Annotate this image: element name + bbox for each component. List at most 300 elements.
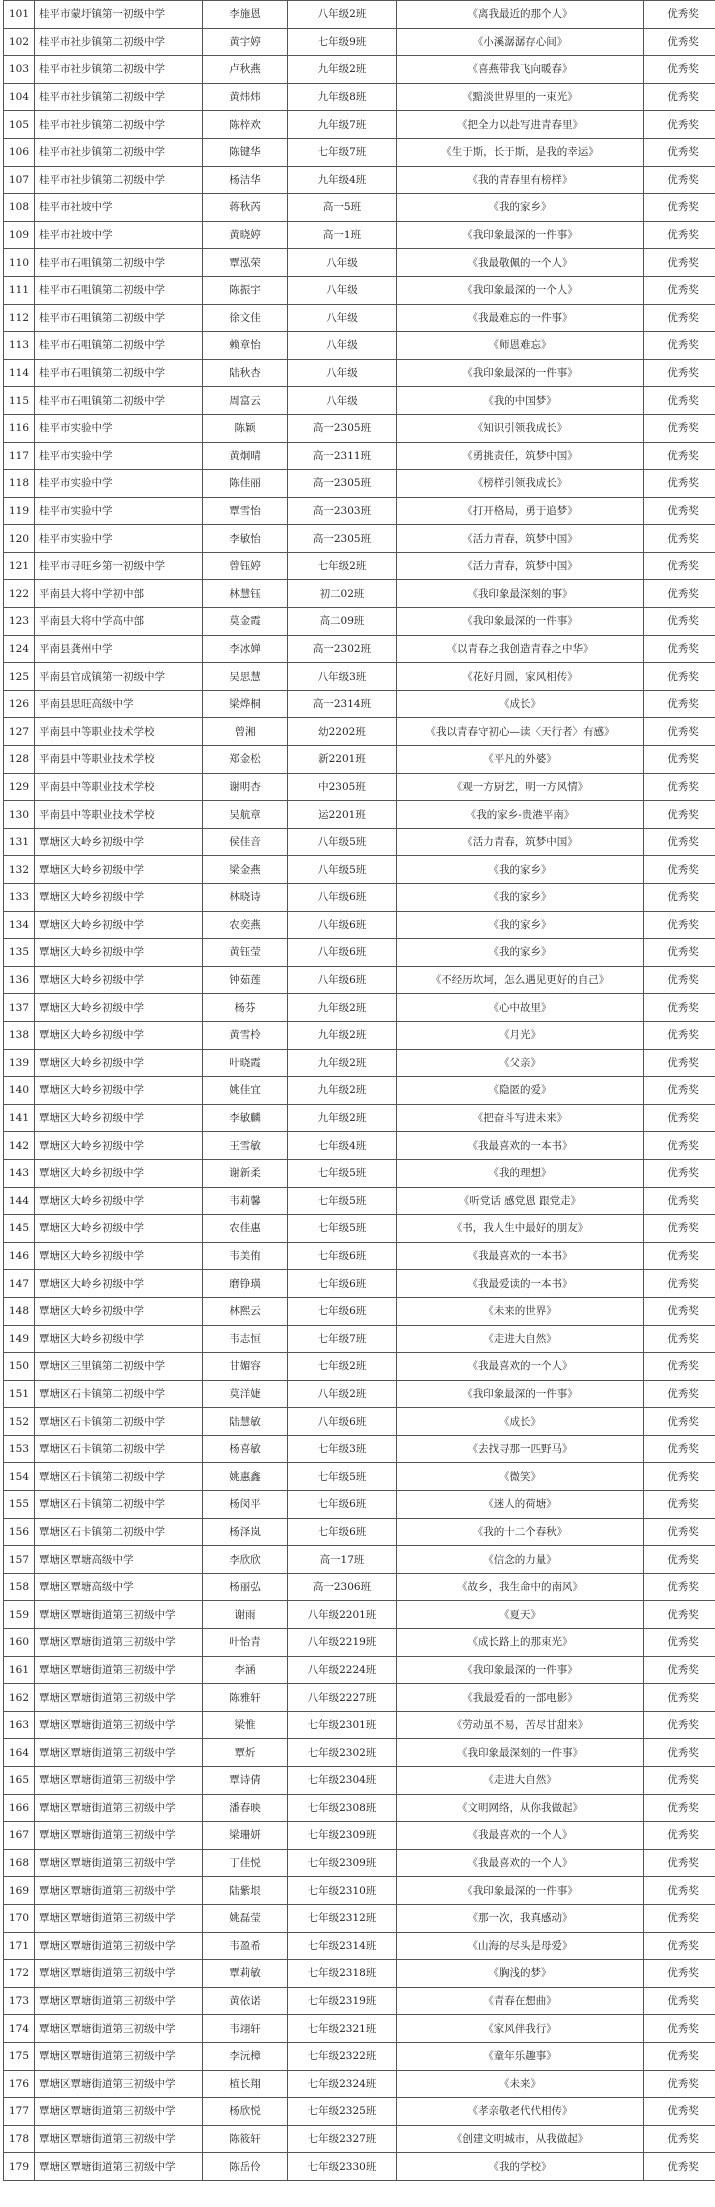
class-name-cell: 七年级2314班 [288, 1932, 397, 1960]
award-level-cell: 优秀奖 [644, 332, 715, 360]
student-name-cell: 谢明杏 [203, 773, 288, 801]
class-name-cell: 八年级2224班 [288, 1656, 397, 1684]
class-name-cell: 七年级2322班 [288, 2042, 397, 2070]
student-name-cell: 覃莉敏 [203, 1960, 288, 1988]
essay-title-cell: 《我最爱读的一本书》 [397, 1270, 644, 1298]
student-name-cell: 谢雨 [203, 1601, 288, 1629]
award-level-cell: 优秀奖 [644, 2125, 715, 2153]
student-name-cell: 姚磊莹 [203, 1904, 288, 1932]
school-name-cell: 覃塘区大岭乡初级中学 [35, 966, 203, 994]
class-name-cell: 八年级2227班 [288, 1684, 397, 1712]
class-name-cell: 七年级5班 [288, 1215, 397, 1243]
award-level-cell: 优秀奖 [644, 56, 715, 84]
school-name-cell: 桂平市实验中学 [35, 414, 203, 442]
essay-title-cell: 《未来》 [397, 2070, 644, 2098]
essay-title-cell: 《以青春之我创造青春之中华》 [397, 635, 644, 663]
table-row [4, 194, 715, 222]
award-level-cell: 优秀奖 [644, 1104, 715, 1132]
table-row [4, 1518, 715, 1546]
table-row [4, 2042, 715, 2070]
school-name-cell: 覃塘区覃塘高级中学 [35, 1573, 203, 1601]
class-name-cell: 八年级6班 [288, 884, 397, 912]
student-name-cell: 李敏怡 [203, 525, 288, 553]
school-name-cell: 覃塘区覃塘街道第三初级中学 [35, 1877, 203, 1905]
essay-title-cell: 《我的家乡-贵港平南》 [397, 801, 644, 829]
award-level-cell: 优秀奖 [644, 1822, 715, 1850]
school-name-cell: 覃塘区覃塘街道第三初级中学 [35, 1684, 203, 1712]
table-row [4, 1794, 715, 1822]
essay-title-cell: 《花好月圆，家风相传》 [397, 663, 644, 691]
essay-title-cell: 《信念的力量》 [397, 1546, 644, 1574]
award-level-cell: 优秀奖 [644, 828, 715, 856]
student-name-cell: 陈振宇 [203, 276, 288, 304]
student-name-cell: 林慧钰 [203, 580, 288, 608]
row-number-cell: 179 [4, 2153, 35, 2181]
school-name-cell: 覃塘区覃塘街道第三初级中学 [35, 1987, 203, 2015]
class-name-cell: 高一2311班 [288, 442, 397, 470]
school-name-cell: 覃塘区覃塘街道第三初级中学 [35, 2125, 203, 2153]
award-level-cell: 优秀奖 [644, 2015, 715, 2043]
student-name-cell: 李施恩 [203, 1, 288, 29]
student-name-cell: 徐文佳 [203, 304, 288, 332]
school-name-cell: 覃塘区覃塘街道第三初级中学 [35, 1739, 203, 1767]
class-name-cell: 七年级6班 [288, 1270, 397, 1298]
row-number-cell: 112 [4, 304, 35, 332]
row-number-cell: 116 [4, 414, 35, 442]
class-name-cell: 九年级4班 [288, 166, 397, 194]
row-number-cell: 159 [4, 1601, 35, 1629]
award-level-cell: 优秀奖 [644, 111, 715, 139]
award-level-cell: 优秀奖 [644, 801, 715, 829]
school-name-cell: 桂平市蒙圩镇第一初级中学 [35, 1, 203, 29]
table-row [4, 1077, 715, 1105]
school-name-cell: 覃塘区大岭乡初级中学 [35, 828, 203, 856]
class-name-cell: 八年级 [288, 387, 397, 415]
essay-title-cell: 《听党话 感党恩 跟党走》 [397, 1187, 644, 1215]
essay-title-cell: 《我印象最深刻的事》 [397, 580, 644, 608]
award-level-cell: 优秀奖 [644, 1987, 715, 2015]
table-row [4, 2098, 715, 2126]
school-name-cell: 覃塘区大岭乡初级中学 [35, 994, 203, 1022]
award-level-cell: 优秀奖 [644, 1960, 715, 1988]
row-number-cell: 104 [4, 83, 35, 111]
class-name-cell: 八年级2班 [288, 1380, 397, 1408]
table-row [4, 525, 715, 553]
school-name-cell: 桂平市社步镇第二初级中学 [35, 138, 203, 166]
row-number-cell: 111 [4, 276, 35, 304]
class-name-cell: 八年级 [288, 276, 397, 304]
school-name-cell: 覃塘区覃塘街道第三初级中学 [35, 2042, 203, 2070]
essay-title-cell: 《月光》 [397, 1021, 644, 1049]
award-level-cell: 优秀奖 [644, 1877, 715, 1905]
row-number-cell: 164 [4, 1739, 35, 1767]
class-name-cell: 高二09班 [288, 608, 397, 636]
table-row [4, 387, 715, 415]
class-name-cell: 高一2305班 [288, 414, 397, 442]
essay-title-cell: 《我最难忘的一件事》 [397, 304, 644, 332]
row-number-cell: 162 [4, 1684, 35, 1712]
student-name-cell: 甘媚容 [203, 1353, 288, 1381]
school-name-cell: 桂平市社步镇第二初级中学 [35, 56, 203, 84]
student-name-cell: 林熙云 [203, 1297, 288, 1325]
award-level-cell: 优秀奖 [644, 663, 715, 691]
class-name-cell: 高一5班 [288, 194, 397, 222]
school-name-cell: 平南县中等职业技术学校 [35, 773, 203, 801]
essay-title-cell: 《未来的世界》 [397, 1297, 644, 1325]
row-number-cell: 167 [4, 1822, 35, 1850]
row-number-cell: 158 [4, 1573, 35, 1601]
row-number-cell: 165 [4, 1767, 35, 1795]
class-name-cell: 八年级3班 [288, 663, 397, 691]
award-level-cell: 优秀奖 [644, 1656, 715, 1684]
class-name-cell: 八年级6班 [288, 966, 397, 994]
table-row [4, 1684, 715, 1712]
row-number-cell: 172 [4, 1960, 35, 1988]
student-name-cell: 陈键华 [203, 138, 288, 166]
student-name-cell: 梁惟 [203, 1711, 288, 1739]
student-name-cell: 陈梓欢 [203, 111, 288, 139]
school-name-cell: 覃塘区大岭乡初级中学 [35, 1077, 203, 1105]
class-name-cell: 八年级 [288, 304, 397, 332]
row-number-cell: 102 [4, 28, 35, 56]
table-row [4, 608, 715, 636]
row-number-cell: 128 [4, 746, 35, 774]
class-name-cell: 七年级2330班 [288, 2153, 397, 2181]
award-level-cell: 优秀奖 [644, 1159, 715, 1187]
award-level-cell: 优秀奖 [644, 552, 715, 580]
class-name-cell: 初二02班 [288, 580, 397, 608]
essay-title-cell: 《我印象最深的一件事》 [397, 608, 644, 636]
student-name-cell: 叶晓霞 [203, 1049, 288, 1077]
table-row [4, 304, 715, 332]
table-row [4, 414, 715, 442]
row-number-cell: 146 [4, 1242, 35, 1270]
row-number-cell: 170 [4, 1904, 35, 1932]
award-level-cell: 优秀奖 [644, 773, 715, 801]
school-name-cell: 平南县大将中学初中部 [35, 580, 203, 608]
student-name-cell: 梁金燕 [203, 856, 288, 884]
row-number-cell: 114 [4, 359, 35, 387]
class-name-cell: 八年级6班 [288, 1408, 397, 1436]
table-row [4, 552, 715, 580]
school-name-cell: 覃塘区覃塘街道第三初级中学 [35, 1656, 203, 1684]
student-name-cell: 李欣欣 [203, 1546, 288, 1574]
table-row [4, 994, 715, 1022]
class-name-cell: 七年级6班 [288, 1297, 397, 1325]
award-level-cell: 优秀奖 [644, 884, 715, 912]
essay-title-cell: 《走进大自然》 [397, 1325, 644, 1353]
school-name-cell: 覃塘区大岭乡初级中学 [35, 1104, 203, 1132]
essay-title-cell: 《把全力以赴写进青春里》 [397, 111, 644, 139]
school-name-cell: 桂平市社步镇第二初级中学 [35, 83, 203, 111]
essay-title-cell: 《去找寻那一匹野马》 [397, 1435, 644, 1463]
table-row [4, 138, 715, 166]
award-level-cell: 优秀奖 [644, 1325, 715, 1353]
table-row [4, 1960, 715, 1988]
school-name-cell: 桂平市寻旺乡第一初级中学 [35, 552, 203, 580]
award-level-cell: 优秀奖 [644, 1794, 715, 1822]
award-level-cell: 优秀奖 [644, 856, 715, 884]
class-name-cell: 七年级2309班 [288, 1849, 397, 1877]
award-level-cell: 优秀奖 [644, 1629, 715, 1657]
essay-title-cell: 《我的家乡》 [397, 194, 644, 222]
student-name-cell: 覃诗倩 [203, 1767, 288, 1795]
row-number-cell: 127 [4, 718, 35, 746]
essay-title-cell: 《我的青春里有榜样》 [397, 166, 644, 194]
school-name-cell: 覃塘区大岭乡初级中学 [35, 856, 203, 884]
essay-title-cell: 《书，我人生中最好的朋友》 [397, 1215, 644, 1243]
award-level-cell: 优秀奖 [644, 2070, 715, 2098]
table-row [4, 1629, 715, 1657]
class-name-cell: 高一2314班 [288, 690, 397, 718]
essay-title-cell: 《我的家乡》 [397, 884, 644, 912]
row-number-cell: 142 [4, 1132, 35, 1160]
class-name-cell: 九年级2班 [288, 56, 397, 84]
table-row [4, 884, 715, 912]
class-name-cell: 七年级6班 [288, 1518, 397, 1546]
school-name-cell: 覃塘区覃塘街道第三初级中学 [35, 1849, 203, 1877]
award-level-cell: 优秀奖 [644, 138, 715, 166]
class-name-cell: 八年级 [288, 249, 397, 277]
row-number-cell: 149 [4, 1325, 35, 1353]
award-level-cell: 优秀奖 [644, 1518, 715, 1546]
student-name-cell: 黄钰莹 [203, 939, 288, 967]
class-name-cell: 八年级5班 [288, 828, 397, 856]
award-level-cell: 优秀奖 [644, 194, 715, 222]
essay-title-cell: 《隐匿的爱》 [397, 1077, 644, 1105]
school-name-cell: 覃塘区大岭乡初级中学 [35, 1159, 203, 1187]
essay-title-cell: 《生于斯，长于斯，是我的幸运》 [397, 138, 644, 166]
award-level-cell: 优秀奖 [644, 414, 715, 442]
class-name-cell: 七年级6班 [288, 1491, 397, 1519]
award-level-cell: 优秀奖 [644, 1684, 715, 1712]
row-number-cell: 113 [4, 332, 35, 360]
table-row [4, 2015, 715, 2043]
award-level-cell: 优秀奖 [644, 1297, 715, 1325]
school-name-cell: 覃塘区覃塘街道第三初级中学 [35, 1822, 203, 1850]
student-name-cell: 杨丽弘 [203, 1573, 288, 1601]
essay-title-cell: 《我以青春守初心—读〈天行者〉有感》 [397, 718, 644, 746]
student-name-cell: 吴航章 [203, 801, 288, 829]
class-name-cell: 高一2305班 [288, 525, 397, 553]
row-number-cell: 101 [4, 1, 35, 29]
table-row [4, 1573, 715, 1601]
award-level-cell: 优秀奖 [644, 276, 715, 304]
row-number-cell: 125 [4, 663, 35, 691]
award-level-cell: 优秀奖 [644, 746, 715, 774]
class-name-cell: 七年级2301班 [288, 1711, 397, 1739]
class-name-cell: 七年级2309班 [288, 1822, 397, 1850]
award-level-cell: 优秀奖 [644, 966, 715, 994]
award-level-cell: 优秀奖 [644, 359, 715, 387]
awards-table-body [4, 1, 715, 2181]
row-number-cell: 130 [4, 801, 35, 829]
table-row [4, 1, 715, 29]
award-level-cell: 优秀奖 [644, 2042, 715, 2070]
table-row [4, 663, 715, 691]
table-row [4, 497, 715, 525]
school-name-cell: 覃塘区大岭乡初级中学 [35, 884, 203, 912]
class-name-cell: 八年级2班 [288, 1, 397, 29]
award-level-cell: 优秀奖 [644, 470, 715, 498]
essay-title-cell: 《我最喜欢的一个人》 [397, 1849, 644, 1877]
class-name-cell: 七年级7班 [288, 138, 397, 166]
student-name-cell: 覃雪怡 [203, 497, 288, 525]
table-row [4, 773, 715, 801]
award-level-cell: 优秀奖 [644, 1739, 715, 1767]
student-name-cell: 杨芬 [203, 994, 288, 1022]
row-number-cell: 109 [4, 221, 35, 249]
row-number-cell: 124 [4, 635, 35, 663]
award-level-cell: 优秀奖 [644, 1601, 715, 1629]
student-name-cell: 陆慧敏 [203, 1408, 288, 1436]
school-name-cell: 覃塘区大岭乡初级中学 [35, 1270, 203, 1298]
row-number-cell: 173 [4, 1987, 35, 2015]
school-name-cell: 桂平市石咀镇第二初级中学 [35, 387, 203, 415]
table-row [4, 1159, 715, 1187]
table-row [4, 276, 715, 304]
student-name-cell: 覃炘 [203, 1739, 288, 1767]
class-name-cell: 七年级2327班 [288, 2125, 397, 2153]
class-name-cell: 七年级5班 [288, 1463, 397, 1491]
row-number-cell: 105 [4, 111, 35, 139]
school-name-cell: 覃塘区大岭乡初级中学 [35, 1242, 203, 1270]
student-name-cell: 莫金霞 [203, 608, 288, 636]
student-name-cell: 磨铮璜 [203, 1270, 288, 1298]
row-number-cell: 163 [4, 1711, 35, 1739]
table-row [4, 1325, 715, 1353]
award-level-cell: 优秀奖 [644, 1242, 715, 1270]
table-row [4, 1463, 715, 1491]
school-name-cell: 桂平市石咀镇第二初级中学 [35, 304, 203, 332]
class-name-cell: 九年级8班 [288, 83, 397, 111]
award-level-cell: 优秀奖 [644, 1, 715, 29]
student-name-cell: 农佳惠 [203, 1215, 288, 1243]
essay-title-cell: 《我印象最深的一件事》 [397, 1380, 644, 1408]
student-name-cell: 李涵 [203, 1656, 288, 1684]
school-name-cell: 覃塘区三里镇第二初级中学 [35, 1353, 203, 1381]
class-name-cell: 八年级6班 [288, 911, 397, 939]
row-number-cell: 134 [4, 911, 35, 939]
essay-title-cell: 《黯淡世界里的一束光》 [397, 83, 644, 111]
award-level-cell: 优秀奖 [644, 635, 715, 663]
table-row [4, 1270, 715, 1298]
row-number-cell: 160 [4, 1629, 35, 1657]
student-name-cell: 韦盈希 [203, 1932, 288, 1960]
table-row [4, 828, 715, 856]
table-row [4, 939, 715, 967]
row-number-cell: 119 [4, 497, 35, 525]
essay-title-cell: 《师恩难忘》 [397, 332, 644, 360]
school-name-cell: 平南县中等职业技术学校 [35, 746, 203, 774]
essay-title-cell: 《劳动虽不易，苦尽甘甜来》 [397, 1711, 644, 1739]
class-name-cell: 八年级2201班 [288, 1601, 397, 1629]
row-number-cell: 154 [4, 1463, 35, 1491]
student-name-cell: 陈颖 [203, 414, 288, 442]
table-row [4, 1021, 715, 1049]
row-number-cell: 103 [4, 56, 35, 84]
school-name-cell: 覃塘区覃塘街道第三初级中学 [35, 1794, 203, 1822]
school-name-cell: 覃塘区覃塘街道第三初级中学 [35, 1629, 203, 1657]
school-name-cell: 覃塘区石卡镇第二初级中学 [35, 1491, 203, 1519]
student-name-cell: 钟茹莲 [203, 966, 288, 994]
student-name-cell: 姚佳宜 [203, 1077, 288, 1105]
table-row [4, 1380, 715, 1408]
essay-title-cell: 《我最喜欢的一个人》 [397, 1353, 644, 1381]
essay-title-cell: 《小溪潺潺存心间》 [397, 28, 644, 56]
student-name-cell: 潘春映 [203, 1794, 288, 1822]
row-number-cell: 108 [4, 194, 35, 222]
school-name-cell: 覃塘区大岭乡初级中学 [35, 911, 203, 939]
school-name-cell: 桂平市实验中学 [35, 470, 203, 498]
class-name-cell: 八年级 [288, 359, 397, 387]
award-level-cell: 优秀奖 [644, 83, 715, 111]
row-number-cell: 120 [4, 525, 35, 553]
essay-title-cell: 《创建文明城市，从我做起》 [397, 2125, 644, 2153]
table-row [4, 2153, 715, 2181]
essay-title-cell: 《成长》 [397, 690, 644, 718]
award-level-cell: 优秀奖 [644, 1573, 715, 1601]
award-level-cell: 优秀奖 [644, 1132, 715, 1160]
table-row [4, 1187, 715, 1215]
table-row [4, 470, 715, 498]
school-name-cell: 桂平市实验中学 [35, 497, 203, 525]
award-level-cell: 优秀奖 [644, 1270, 715, 1298]
award-level-cell: 优秀奖 [644, 911, 715, 939]
school-name-cell: 桂平市实验中学 [35, 442, 203, 470]
table-row [4, 1822, 715, 1850]
award-level-cell: 优秀奖 [644, 718, 715, 746]
row-number-cell: 135 [4, 939, 35, 967]
award-level-cell: 优秀奖 [644, 28, 715, 56]
class-name-cell: 七年级2304班 [288, 1767, 397, 1795]
row-number-cell: 152 [4, 1408, 35, 1436]
school-name-cell: 覃塘区大岭乡初级中学 [35, 1187, 203, 1215]
school-name-cell: 覃塘区覃塘街道第三初级中学 [35, 2015, 203, 2043]
essay-title-cell: 《知识引领我成长》 [397, 414, 644, 442]
table-row [4, 1297, 715, 1325]
essay-title-cell: 《我的学校》 [397, 2153, 644, 2181]
class-name-cell: 八年级5班 [288, 856, 397, 884]
student-name-cell: 植长翔 [203, 2070, 288, 2098]
school-name-cell: 覃塘区覃塘街道第三初级中学 [35, 1767, 203, 1795]
class-name-cell: 高一2302班 [288, 635, 397, 663]
award-level-cell: 优秀奖 [644, 1932, 715, 1960]
table-row [4, 1739, 715, 1767]
essay-title-cell: 《榜样引领我成长》 [397, 470, 644, 498]
student-name-cell: 梁烨桐 [203, 690, 288, 718]
award-level-cell: 优秀奖 [644, 580, 715, 608]
essay-title-cell: 《我的十二个春秋》 [397, 1518, 644, 1546]
class-name-cell: 七年级5班 [288, 1187, 397, 1215]
essay-title-cell: 《平凡的外婆》 [397, 746, 644, 774]
row-number-cell: 110 [4, 249, 35, 277]
school-name-cell: 平南县思旺高级中学 [35, 690, 203, 718]
table-row [4, 911, 715, 939]
class-name-cell: 七年级2321班 [288, 2015, 397, 2043]
student-name-cell: 黄炯晴 [203, 442, 288, 470]
class-name-cell: 高一2305班 [288, 470, 397, 498]
table-row [4, 1104, 715, 1132]
essay-title-cell: 《我印象最深刻的一件事》 [397, 1739, 644, 1767]
school-name-cell: 覃塘区大岭乡初级中学 [35, 1215, 203, 1243]
student-name-cell: 韦翊轩 [203, 2015, 288, 2043]
student-name-cell: 王雪敏 [203, 1132, 288, 1160]
student-name-cell: 黄宇婷 [203, 28, 288, 56]
school-name-cell: 覃塘区覃塘高级中学 [35, 1546, 203, 1574]
class-name-cell: 八年级 [288, 332, 397, 360]
table-row [4, 966, 715, 994]
